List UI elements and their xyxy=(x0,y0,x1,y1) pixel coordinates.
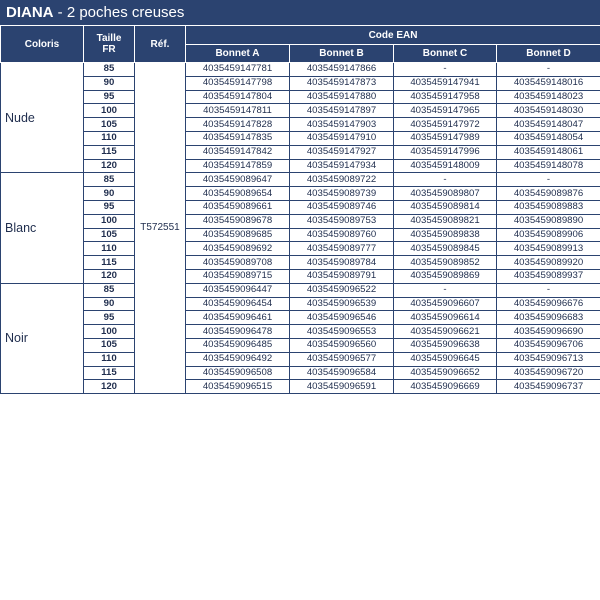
size-cell: 120 xyxy=(84,269,135,283)
ean-code-cell: 4035459089852 xyxy=(394,256,497,270)
ean-code-cell: - xyxy=(394,63,497,77)
ean-code-cell: 4035459089890 xyxy=(497,214,600,228)
ean-code-cell: 4035459147965 xyxy=(394,104,497,118)
size-cell: 115 xyxy=(84,366,135,380)
ean-code-cell: 4035459147996 xyxy=(394,145,497,159)
ean-code-cell: 4035459096713 xyxy=(497,352,600,366)
ean-code-cell: 4035459096737 xyxy=(497,380,600,394)
ean-code-cell: 4035459089791 xyxy=(290,269,394,283)
ean-code-cell: 4035459096584 xyxy=(290,366,394,380)
header-coloris: Coloris xyxy=(1,26,84,63)
ean-code-cell: 4035459089869 xyxy=(394,269,497,283)
ean-code-cell: 4035459089746 xyxy=(290,200,394,214)
ean-table xyxy=(0,25,600,394)
ean-code-cell: 4035459096621 xyxy=(394,325,497,339)
size-cell: 105 xyxy=(84,228,135,242)
ean-code-cell: - xyxy=(497,283,600,297)
table-row xyxy=(1,256,600,270)
ean-code-cell: 4035459089685 xyxy=(186,228,290,242)
ean-code-cell: 4035459096607 xyxy=(394,297,497,311)
size-cell: 115 xyxy=(84,256,135,270)
ean-code-cell: 4035459089838 xyxy=(394,228,497,242)
ean-code-cell: 4035459089906 xyxy=(497,228,600,242)
size-cell: 110 xyxy=(84,131,135,145)
size-cell: 95 xyxy=(84,200,135,214)
ean-code-cell: - xyxy=(497,173,600,187)
header-bonnet-d: Bonnet D xyxy=(497,45,600,63)
header-code-ean: Code EAN xyxy=(186,26,600,45)
table-row xyxy=(1,173,600,187)
ean-code-cell: 4035459148016 xyxy=(497,76,600,90)
size-cell: 95 xyxy=(84,90,135,104)
ean-code-cell: 4035459096720 xyxy=(497,366,600,380)
ean-code-cell: 4035459147941 xyxy=(394,76,497,90)
ean-code-cell: 4035459147842 xyxy=(186,145,290,159)
size-cell: 100 xyxy=(84,214,135,228)
table-row xyxy=(1,214,600,228)
table-row xyxy=(1,283,600,297)
size-cell: 120 xyxy=(84,159,135,173)
ean-code-cell: 4035459147910 xyxy=(290,131,394,145)
color-cell: Nude xyxy=(1,63,84,173)
ean-code-cell: 4035459147866 xyxy=(290,63,394,77)
ean-code-cell: 4035459148054 xyxy=(497,131,600,145)
header-taille xyxy=(84,26,135,63)
header-taille-line1: Taille xyxy=(96,33,122,44)
size-cell: 115 xyxy=(84,145,135,159)
ean-code-cell: 4035459096669 xyxy=(394,380,497,394)
color-cell: Noir xyxy=(1,283,84,393)
size-cell: 90 xyxy=(84,187,135,201)
header-bonnet-b: Bonnet B xyxy=(290,45,394,63)
page-title xyxy=(0,0,600,25)
ean-code-cell: 4035459147897 xyxy=(290,104,394,118)
ean-code-cell: 4035459089913 xyxy=(497,242,600,256)
ean-code-cell: 4035459089937 xyxy=(497,269,600,283)
ean-code-cell: 4035459089807 xyxy=(394,187,497,201)
ean-code-cell: 4035459148030 xyxy=(497,104,600,118)
color-cell: Blanc xyxy=(1,173,84,283)
ean-code-cell: 4035459089692 xyxy=(186,242,290,256)
size-cell: 100 xyxy=(84,104,135,118)
ean-code-cell: 4035459147972 xyxy=(394,118,497,132)
ean-code-cell: 4035459089739 xyxy=(290,187,394,201)
size-cell: 110 xyxy=(84,242,135,256)
ean-code-cell: 4035459096676 xyxy=(497,297,600,311)
ean-code-cell: 4035459148047 xyxy=(497,118,600,132)
table-row xyxy=(1,352,600,366)
table-row xyxy=(1,200,600,214)
ean-code-cell: 4035459147811 xyxy=(186,104,290,118)
size-cell: 90 xyxy=(84,76,135,90)
ean-code-cell: 4035459089661 xyxy=(186,200,290,214)
ean-code-cell: 4035459096522 xyxy=(290,283,394,297)
ean-code-cell: 4035459096683 xyxy=(497,311,600,325)
table-row xyxy=(1,269,600,283)
size-cell: 90 xyxy=(84,297,135,311)
ean-code-cell: 4035459089678 xyxy=(186,214,290,228)
ean-code-cell: 4035459096447 xyxy=(186,283,290,297)
ean-code-cell: 4035459096614 xyxy=(394,311,497,325)
table-row xyxy=(1,325,600,339)
ean-code-cell: 4035459089920 xyxy=(497,256,600,270)
ean-code-cell: 4035459089845 xyxy=(394,242,497,256)
ean-code-cell: 4035459096706 xyxy=(497,338,600,352)
ean-code-cell: 4035459147781 xyxy=(186,63,290,77)
ean-code-cell: - xyxy=(394,173,497,187)
ean-code-cell: 4035459147989 xyxy=(394,131,497,145)
ean-code-cell: 4035459147903 xyxy=(290,118,394,132)
ean-code-cell: 4035459089654 xyxy=(186,187,290,201)
ean-code-cell: 4035459089708 xyxy=(186,256,290,270)
size-cell: 105 xyxy=(84,118,135,132)
ean-code-cell: 4035459096546 xyxy=(290,311,394,325)
ean-code-cell: 4035459089814 xyxy=(394,200,497,214)
table-body xyxy=(1,63,600,394)
ean-code-cell: 4035459096645 xyxy=(394,352,497,366)
ean-code-cell: 4035459147835 xyxy=(186,131,290,145)
ean-code-cell: 4035459148023 xyxy=(497,90,600,104)
size-cell: 120 xyxy=(84,380,135,394)
table-row xyxy=(1,187,600,201)
ean-code-cell: 4035459089876 xyxy=(497,187,600,201)
size-cell: 85 xyxy=(84,283,135,297)
table-row xyxy=(1,366,600,380)
ean-code-cell: 4035459096454 xyxy=(186,297,290,311)
ean-code-cell: 4035459089760 xyxy=(290,228,394,242)
ean-code-cell: 4035459096577 xyxy=(290,352,394,366)
ean-code-cell: 4035459089722 xyxy=(290,173,394,187)
size-cell: 100 xyxy=(84,325,135,339)
ean-code-cell: 4035459089784 xyxy=(290,256,394,270)
size-cell: 105 xyxy=(84,338,135,352)
ean-code-cell: 4035459096461 xyxy=(186,311,290,325)
ean-code-cell: 4035459089777 xyxy=(290,242,394,256)
table-row xyxy=(1,242,600,256)
ean-code-cell: 4035459096553 xyxy=(290,325,394,339)
table-row xyxy=(1,131,600,145)
reference-cell: T572551 xyxy=(135,63,186,394)
ean-code-cell: 4035459096515 xyxy=(186,380,290,394)
title-bold: DIANA xyxy=(6,4,54,21)
size-cell: 85 xyxy=(84,63,135,77)
table-row xyxy=(1,118,600,132)
ean-code-cell: 4035459089821 xyxy=(394,214,497,228)
ean-code-cell: 4035459096690 xyxy=(497,325,600,339)
ean-code-cell: 4035459147934 xyxy=(290,159,394,173)
size-cell: 110 xyxy=(84,352,135,366)
header-bonnet-a: Bonnet A xyxy=(186,45,290,63)
ean-code-cell: 4035459147859 xyxy=(186,159,290,173)
size-cell: 85 xyxy=(84,173,135,187)
table-row xyxy=(1,76,600,90)
ean-code-cell: 4035459147880 xyxy=(290,90,394,104)
ean-code-cell: 4035459096652 xyxy=(394,366,497,380)
ean-code-cell: 4035459148009 xyxy=(394,159,497,173)
ean-code-cell: 4035459096478 xyxy=(186,325,290,339)
table-row xyxy=(1,104,600,118)
table-row xyxy=(1,338,600,352)
ean-code-cell: 4035459147927 xyxy=(290,145,394,159)
ean-code-cell: 4035459148061 xyxy=(497,145,600,159)
ean-code-cell: 4035459089883 xyxy=(497,200,600,214)
table-row xyxy=(1,90,600,104)
table-row xyxy=(1,145,600,159)
ean-code-cell: - xyxy=(394,283,497,297)
ean-code-cell: 4035459148078 xyxy=(497,159,600,173)
table-row xyxy=(1,159,600,173)
ean-code-cell: 4035459096638 xyxy=(394,338,497,352)
ean-code-cell: 4035459147798 xyxy=(186,76,290,90)
ean-code-cell: 4035459147828 xyxy=(186,118,290,132)
title-rest: - 2 poches creuses xyxy=(53,4,185,21)
ean-code-cell: 4035459147873 xyxy=(290,76,394,90)
header-bonnet-c: Bonnet C xyxy=(394,45,497,63)
ean-code-cell: - xyxy=(497,63,600,77)
header-ref: Réf. xyxy=(135,26,186,63)
ean-code-cell: 4035459096485 xyxy=(186,338,290,352)
ean-code-cell: 4035459096492 xyxy=(186,352,290,366)
ean-code-cell: 4035459096591 xyxy=(290,380,394,394)
ean-code-cell: 4035459147958 xyxy=(394,90,497,104)
table-row xyxy=(1,63,600,77)
table-row xyxy=(1,311,600,325)
size-cell: 95 xyxy=(84,311,135,325)
ean-code-cell: 4035459096508 xyxy=(186,366,290,380)
table-row xyxy=(1,380,600,394)
header-taille-line2: FR xyxy=(102,44,116,55)
ean-code-cell: 4035459089753 xyxy=(290,214,394,228)
ean-code-cell: 4035459096560 xyxy=(290,338,394,352)
ean-code-cell: 4035459089715 xyxy=(186,269,290,283)
ean-code-cell: 4035459089647 xyxy=(186,173,290,187)
ean-code-cell: 4035459147804 xyxy=(186,90,290,104)
ean-code-cell: 4035459096539 xyxy=(290,297,394,311)
table-row xyxy=(1,228,600,242)
table-row xyxy=(1,297,600,311)
